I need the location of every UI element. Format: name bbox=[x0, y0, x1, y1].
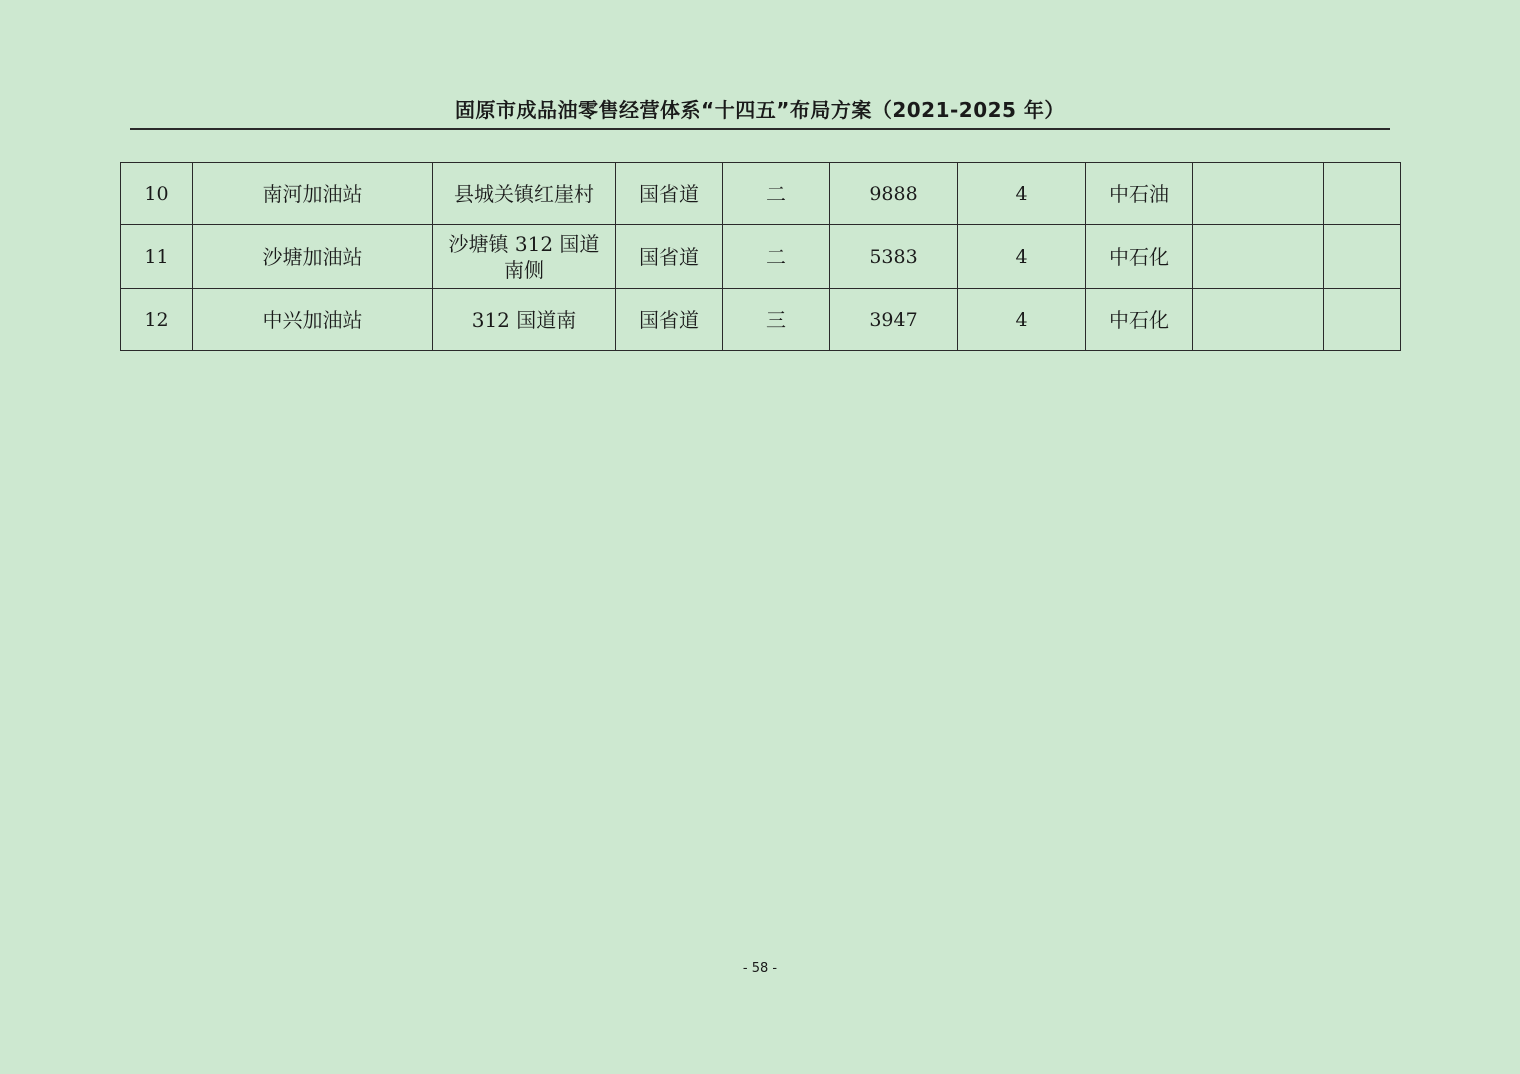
table-row bbox=[121, 163, 1401, 225]
cell-extra-2 bbox=[1324, 289, 1401, 351]
cell-grade: 二 bbox=[723, 163, 830, 225]
cell-address: 县城关镇红崖村 bbox=[433, 163, 616, 225]
cell-count: 4 bbox=[958, 225, 1086, 289]
cell-operator: 中石油 bbox=[1086, 163, 1193, 225]
cell-road-type: 国省道 bbox=[616, 289, 723, 351]
cell-area: 5383 bbox=[830, 225, 958, 289]
cell-count: 4 bbox=[958, 163, 1086, 225]
cell-road-type: 国省道 bbox=[616, 225, 723, 289]
header-divider bbox=[130, 128, 1390, 130]
table-row bbox=[121, 289, 1401, 351]
cell-index: 10 bbox=[121, 163, 193, 225]
page-number: - 58 - bbox=[742, 961, 778, 976]
cell-extra-2 bbox=[1324, 163, 1401, 225]
cell-count: 4 bbox=[958, 289, 1086, 351]
gas-station-table bbox=[120, 162, 1401, 351]
cell-address: 312 国道南 bbox=[433, 289, 616, 351]
cell-address: 沙塘镇 312 国道南侧 bbox=[433, 225, 616, 289]
table-row bbox=[121, 225, 1401, 289]
page-header-title: 固原市成品油零售经营体系“十四五”布局方案（2021-2025 年） bbox=[455, 98, 1065, 122]
cell-extra-2 bbox=[1324, 225, 1401, 289]
cell-index: 12 bbox=[121, 289, 193, 351]
cell-area: 9888 bbox=[830, 163, 958, 225]
cell-extra-1 bbox=[1193, 225, 1324, 289]
cell-extra-1 bbox=[1193, 289, 1324, 351]
cell-grade: 三 bbox=[723, 289, 830, 351]
cell-area: 3947 bbox=[830, 289, 958, 351]
cell-station-name: 中兴加油站 bbox=[193, 289, 433, 351]
cell-grade: 二 bbox=[723, 225, 830, 289]
cell-road-type: 国省道 bbox=[616, 163, 723, 225]
cell-extra-1 bbox=[1193, 163, 1324, 225]
cell-station-name: 沙塘加油站 bbox=[193, 225, 433, 289]
cell-station-name: 南河加油站 bbox=[193, 163, 433, 225]
cell-operator: 中石化 bbox=[1086, 225, 1193, 289]
cell-operator: 中石化 bbox=[1086, 289, 1193, 351]
cell-index: 11 bbox=[121, 225, 193, 289]
